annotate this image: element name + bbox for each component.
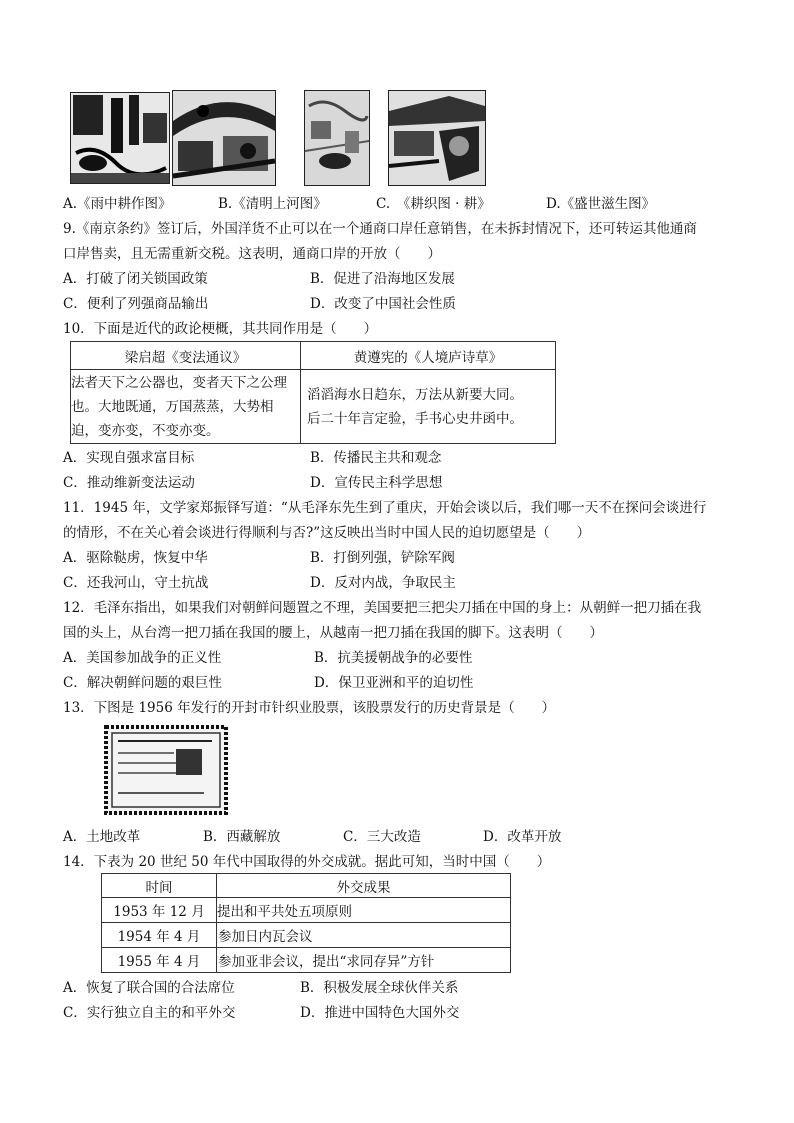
q8-option-c[interactable]: C. 《耕织图 · 耕》	[376, 196, 491, 212]
q10-header-left: 梁启超《变法通议》	[71, 342, 301, 370]
q13-option-a[interactable]: A．土地改革	[63, 829, 141, 845]
q14-row1-result: 提出和平共处五项原则	[217, 898, 511, 923]
q10-cell-right	[301, 370, 556, 444]
q14-row2-time: 1954 年 4 月	[102, 923, 217, 948]
stock-certificate-image	[104, 725, 228, 815]
q14-option-c[interactable]: C．实行独立自主的和平外交	[63, 1005, 236, 1021]
q10-right-line-1: 滔滔海水日趋东，万法从新要大同。	[307, 386, 523, 403]
q10-left-line-2: 也。大地既通，万国蒸蒸，大势相	[71, 398, 274, 415]
q12-option-b[interactable]: B．抗美援朝战争的必要性	[314, 650, 473, 666]
q8-option-d[interactable]: D.《盛世滋生图》	[546, 196, 656, 212]
q14-row3-time: 1955 年 4 月	[102, 948, 217, 973]
q10-header-right: 黄遵宪的《人境庐诗草》	[301, 342, 556, 370]
q14-row1-time: 1953 年 12 月	[102, 898, 217, 923]
q14-option-d[interactable]: D．推进中国特色大国外交	[300, 1005, 460, 1021]
farming-weaving-painting	[304, 90, 370, 186]
q14-option-a[interactable]: A．恢复了联合国的合法席位	[63, 980, 235, 996]
q8-option-a[interactable]: A.《雨中耕作图》	[63, 196, 172, 212]
prosperous-era-painting	[388, 90, 486, 186]
q9-option-b[interactable]: B．促进了沿海地区发展	[310, 271, 455, 287]
q11-option-a[interactable]: A．驱除鞑虏，恢复中华	[63, 550, 208, 566]
q14-row2-result: 参加日内瓦会议	[217, 923, 511, 948]
q13-stem: 13．下图是 1956 年发行的开封市针织业股票，该股票发行的历史背景是（ ）	[63, 700, 556, 716]
q11-stem-line-2: 的情形，不在关心着会谈进行得顺利与否?”这反映出当时中国人民的迫切愿望是（ ）	[63, 525, 591, 541]
q14-stem: 14．下表为 20 世纪 50 年代中国取得的外交成就。据此可知，当时中国（ ）	[63, 854, 551, 870]
q9-stem-line-2: 口岸售卖，且无需重新交税。这表明，通商口岸的开放（ ）	[63, 246, 441, 262]
q14-header-time: 时间	[102, 874, 217, 898]
qingming-river-painting	[172, 90, 276, 186]
q10-stem: 10．下面是近代的政论梗概，其共同作用是（ ）	[63, 321, 378, 337]
q11-stem-line-1: 11．1945 年，文学家郑振铎写道：“从毛泽东先生到了重庆，开始会谈以后，我们哪一天不在探问会谈进行	[63, 500, 707, 516]
q9-stem-line-1: 9.《南京条约》签订后，外国洋货不止可以在一个通商口岸任意销售，在未拆封情况下，还可转运其他通商	[63, 221, 697, 237]
q13-option-b[interactable]: B．西藏解放	[203, 829, 281, 845]
q12-option-a[interactable]: A．美国参加战争的正义性	[63, 650, 222, 666]
q9-option-a[interactable]: A．打破了闭关锁国政策	[63, 271, 208, 287]
q12-option-d[interactable]: D．保卫亚洲和平的迫切性	[314, 675, 474, 691]
q10-option-b[interactable]: B．传播民主共和观念	[310, 450, 442, 466]
q10-option-d[interactable]: D．宣传民主科学思想	[310, 475, 443, 491]
q14-table	[101, 873, 511, 973]
q12-option-c[interactable]: C．解决朝鲜问题的艰巨性	[63, 675, 222, 691]
q10-left-line-3: 迫，变亦变，不变亦变。	[71, 422, 220, 439]
q11-option-c[interactable]: C．还我河山，守土抗战	[63, 575, 209, 591]
q12-stem-line-1: 12．毛泽东指出，如果我们对朝鲜问题置之不理，美国要把三把尖刀插在中国的身上：从朝鲜一把刀插在我	[63, 600, 702, 616]
q11-option-d[interactable]: D．反对内战，争取民主	[310, 575, 456, 591]
q10-table	[70, 341, 556, 444]
q10-right-line-2: 后二十年言定验，手书心史井函中。	[307, 410, 523, 427]
rain-farming-painting	[70, 92, 170, 184]
q13-option-c[interactable]: C．三大改造	[343, 829, 421, 845]
q8-option-b[interactable]: B.《清明上河图》	[218, 196, 327, 212]
q14-option-b[interactable]: B．积极发展全球伙伴关系	[300, 980, 459, 996]
q14-row3-result: 参加亚非会议，提出“求同存异”方针	[217, 948, 511, 973]
q10-cell-left	[71, 370, 301, 444]
q9-option-c[interactable]: C．便利了列强商品输出	[63, 296, 209, 312]
q10-option-a[interactable]: A．实现自强求富目标	[63, 450, 195, 466]
q13-option-d[interactable]: D．改革开放	[483, 829, 562, 845]
q12-stem-line-2: 国的头上，从台湾一把刀插在我国的腰上，从越南一把刀插在我国的脚下。这表明（ ）	[63, 625, 603, 641]
q9-option-d[interactable]: D．改变了中国社会性质	[310, 296, 456, 312]
q11-option-b[interactable]: B．打倒列强，铲除军阀	[310, 550, 455, 566]
q14-header-result: 外交成果	[217, 874, 511, 898]
q10-option-c[interactable]: C．推动维新变法运动	[63, 475, 195, 491]
q10-left-line-1: 法者天下之公器也，变者天下之公理	[71, 374, 287, 391]
